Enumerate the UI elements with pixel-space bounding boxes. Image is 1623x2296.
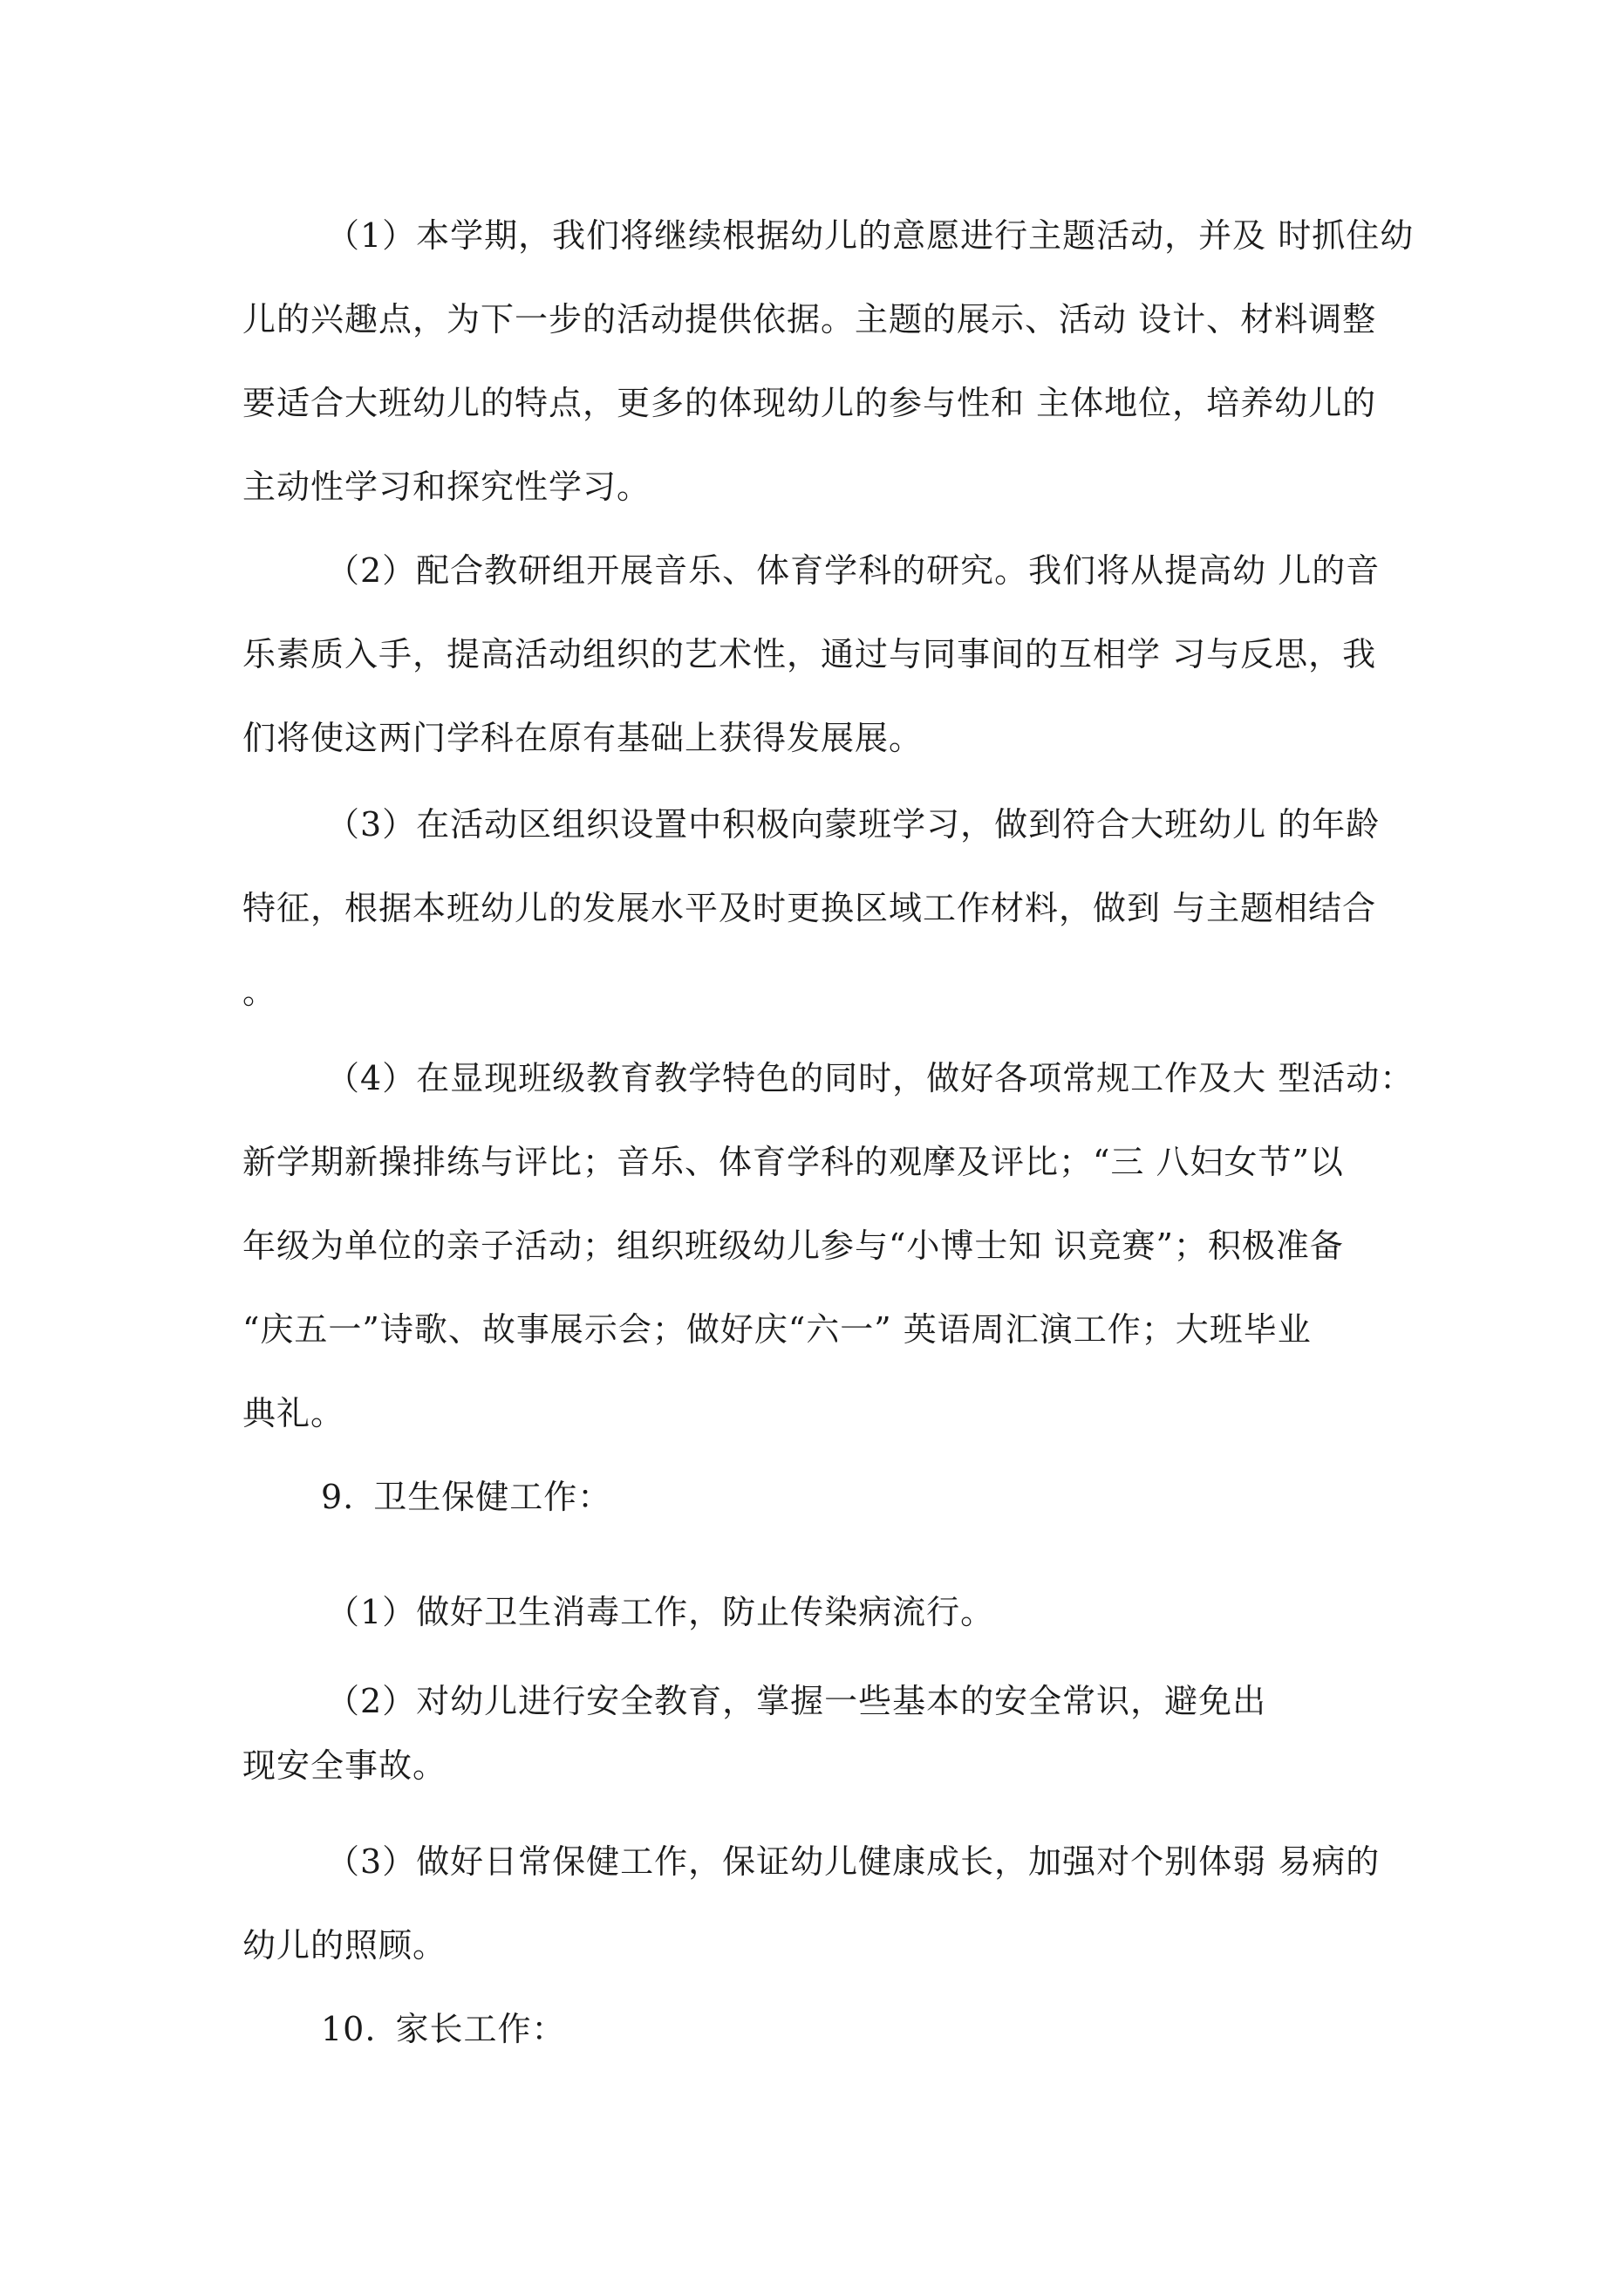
text-line: 新学期新操排练与评比；音乐、体育学科的观摩及评比；“三 八妇女节”以: [242, 1143, 1344, 1181]
text-line: （3）做好日常保健工作，保证幼儿健康成长，加强对个别体弱 易病的: [326, 1842, 1381, 1881]
paragraph-health-care: [242, 1820, 1394, 1987]
paragraph-activity-area: [242, 782, 1394, 1034]
text-line: 幼儿的照顾。: [242, 1926, 447, 1965]
text-line: 年级为单位的亲子活动；组织班级幼儿参与“小博士知 识竞赛”；积极准备: [242, 1227, 1344, 1265]
text-line: 乐素质入手，提高活动组织的艺术性，通过与同事间的互相学 习与反思，我: [242, 635, 1377, 673]
section-number: 10.: [321, 2010, 377, 2048]
text-line: 主动性学习和探究性学习。: [242, 468, 651, 506]
text-line: 儿的兴趣点，为下一步的活动提供依据。主题的展示、活动 设计、材料调整: [242, 300, 1377, 338]
paragraph-disinfection: [242, 1570, 1394, 1654]
paragraph-music-pe-research: [242, 529, 1394, 780]
section-title: 家长工作：: [395, 2010, 566, 2048]
text-line: 们将使这两门学科在原有基础上获得发展展。: [242, 719, 924, 757]
paragraph-routine-work: [242, 1036, 1415, 1455]
text-line: （1）本学期，我们将继续根据幼儿的意愿进行主题活动，并及 时抓住幼: [326, 216, 1415, 255]
text-line: 要适合大班幼儿的特点，更多的体现幼儿的参与性和 主体地位，培养幼儿的: [242, 384, 1377, 422]
text-line: 。: [242, 973, 277, 1011]
section-heading-parents: [321, 1987, 565, 2071]
text-line: （3）在活动区组织设置中积极向蒙班学习，做到符合大班幼儿 的年龄: [326, 805, 1381, 844]
section-heading-health: [321, 1455, 611, 1539]
text-line: （1）做好卫生消毒工作，防止传染病流行。: [326, 1593, 995, 1631]
text-line: “庆五一”诗歌、故事展示会；做好庆“六一” 英语周汇演工作；大班毕业: [242, 1310, 1312, 1349]
text-line: （4）在显现班级教育教学特色的同时，做好各项常规工作及大 型活动：: [326, 1059, 1415, 1097]
section-title: 卫生保健工作：: [373, 1478, 612, 1516]
text-line: 典礼。: [242, 1394, 345, 1432]
text-line: （2）配合教研组开展音乐、体育学科的研究。我们将从提高幼 儿的音: [326, 551, 1381, 590]
text-line: （2）对幼儿进行安全教育，掌握一些基本的安全常识，避免出: [326, 1682, 1267, 1720]
section-number: 9.: [321, 1478, 355, 1516]
paragraph-theme-activities: [242, 194, 1415, 529]
text-line: 现安全事故。: [242, 1746, 447, 1785]
text-line: 特征，根据本班幼儿的发展水平及时更换区域工作材料，做到 与主题相结合: [242, 889, 1377, 927]
paragraph-safety-education: [242, 1659, 1394, 1807]
